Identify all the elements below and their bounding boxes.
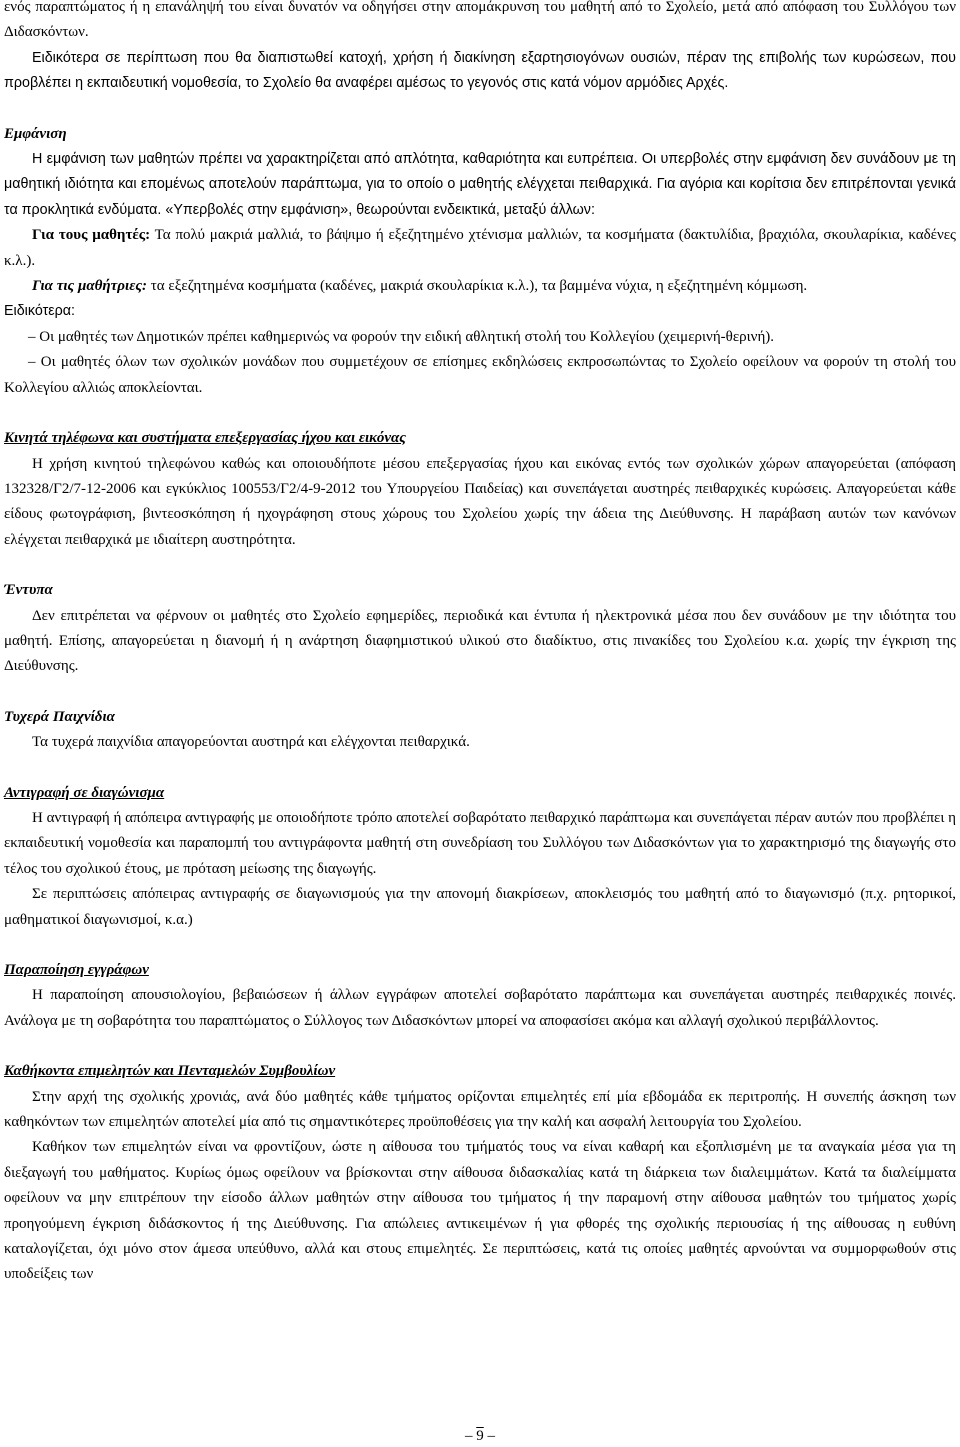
- forgery-paragraph: Η παραποίηση απουσιολογίου, βεβαιώσεων ή άλλων εγγράφων αποτελεί σοβαρότατο παράπτωμα και συνεπάγεται αυστηρές πειθαρχικές ποινές. Ανάλογα με τη σοβαρότητα του παραπτώματος ο Σύλλογος των Διδασκόντων μπορεί να αποφασίσει ακόμα και αλλαγή σχολικού περιβάλλοντος.: [4, 987, 956, 1029]
- intro-paragraph: Ειδικότερα σε περίπτωση που θα διαπιστωθεί κατοχή, χρήση ή διακίνηση εξαρτησιογόνων ουσιών, πέραν της επιβολής των κυρώσεων, που προβλέπει η εκπαιδευτική νομοθεσία, το Σχολείο θα αναφέρει αμέσως το γεγονός στις κατά νόμον αρμόδιες Αρχές.: [4, 49, 956, 92]
- cheating-heading: Αντιγραφή σε διαγώνισμα: [4, 784, 165, 801]
- boys-label: Για τους μαθητές:: [32, 227, 151, 244]
- intro-line: ενός παραπτώματος ή η επανάληψή του είναι δυνατόν να οδηγήσει στην απομάκρυνση του μαθητή από το Σχολείο, μετά από απόφαση του Συλλόγου των Διδασκόντων.: [4, 0, 956, 41]
- document-page: [4, 0, 956, 1288]
- duties-paragraph-1: Στην αρχή της σχολικής χρονιάς, ανά δύο μαθητές κάθε τμήματος ορίζονται επιμελητές επί μία εβδομάδα εκ περιτροπής. Η συνεπής άσκηση των καθηκόντων των επιμελητών αποτελεί μία από τις σημαντικότερες προϋποθέσεις για την καλή και ασφαλή λειτουργία του Σχολείου.: [4, 1088, 956, 1131]
- girls-rule: [4, 274, 956, 299]
- appearance-heading: Εμφάνιση: [4, 125, 67, 142]
- specific-label: Ειδικότερα:: [4, 303, 75, 320]
- duties-paragraph-2: Καθήκον των επιμελητών είναι να φροντίζουν, ώστε η αίθουσα του τμήματός τους να είναι καθαρή και εξοπλισμένη με τα αναγκαία μέσα για τη διεξαγωγή του μαθήματος. Κυρίως όμως οφείλουν να βρίσκονται στην αίθουσα διδασκαλίας κατά τη διάρκεια των διαλειμμάτων. Κατά τα διαλείμματα οφείλουν να μην επιτρέπουν την είσοδο άλλων μαθητών στην αίθουσα του τμήματος ή την παραμονή στην αίθουσα μαθητών του τμήματος χωρίς προηγούμενη έγκριση διδάσκοντος ή της Διεύθυνσης. Για απώλειες αντικειμένων ή για φθορές της σχολικής περιουσίας ή της αίθουσας η ευθύνη καταλογίζεται, όχι μόνο στον άμεσα υπεύθυνο, αλλά και στους επιμελητές. Σε περιπτώσεις, κατά τις οποίες μαθητές αρνούνται να συμμορφωθούν στις υποδείξεις των: [4, 1139, 956, 1283]
- boys-text: Τα πολύ μακριά μαλλιά, το βάψιμο ή εξεζητημένο χτένισμα μαλλιών, τα κοσμήματα (δακτυλίδια, βραχιόλα, σκουλαρίκια, καδένες κ.λ.).: [4, 227, 956, 269]
- girls-text: τα εξεζητημένα κοσμήματα (καδένες, μακριά σκουλαρίκια κ.λ.), τα βαμμένα νύχια, η εξεζητημένη κόμμωση.: [147, 278, 808, 295]
- uniform-bullet-2: – Οι μαθητές όλων των σχολικών μονάδων που συμμετέχουν σε επίσημες εκδηλώσεις εκπροσωπώντας το Σχολείο οφείλουν να φορούν τη στολή του Κολλεγίου αλλιώς αποκλείονται.: [4, 354, 956, 396]
- games-paragraph: Τα τυχερά παιχνίδια απαγορεύονται αυστηρά και ελέγχονται πειθαρχικά.: [32, 734, 470, 751]
- page-number: – 9 –: [465, 1428, 495, 1444]
- uniform-bullet-1: – Οι μαθητές των Δημοτικών πρέπει καθημερινώς να φορούν την ειδική αθλητική στολή του Κολλεγίου (χειμερινή-θερινή).: [28, 328, 775, 345]
- printed-paragraph: Δεν επιτρέπεται να φέρνουν οι μαθητές στο Σχολείο εφημερίδες, περιοδικά και έντυπα ή ηλεκτρονικά μέσα που δεν συνάδουν με την ιδιότητα του μαθητή. Επίσης, απαγορεύεται η διανομή ή η ανάρτηση διαφημιστικού υλικού στο διαδίκτυο, στις πινακίδες του Σχολείου κ.α. χωρίς την έγκριση της Διεύθυνσης.: [4, 607, 956, 675]
- duties-heading: Καθήκοντα επιμελητών και Πενταμελών Συμβουλίων: [4, 1063, 336, 1080]
- phones-heading: Κινητά τηλέφωνα και συστήματα επεξεργασίας ήχου και εικόνας: [4, 430, 406, 447]
- girls-label: Για τις μαθήτριες:: [32, 278, 148, 295]
- cheating-paragraph-2: Σε περιπτώσεις απόπειρας αντιγραφής σε διαγωνισμούς για την απονομή διακρίσεων, αποκλεισμός του μαθητή από το διαγωνισμό (π.χ. ρητορικοί, μαθηματικοί διαγωνισμοί, κ.α.): [4, 886, 956, 928]
- appearance-paragraph: Η εμφάνιση των μαθητών πρέπει να χαρακτηρίζεται από απλότητα, καθαριότητα και ευπρέπεια. Οι υπερβολές στην εμφάνιση δεν συνάδουν με τη μαθητική ιδιότητα και επομένως αποτελούν παράπτωμα, για το οποίο ο μαθητής ελέγχεται πειθαρχικά. Για αγόρια και κορίτσια δεν επιτρέπονται γενικά τα προκλητικά ενδύματα. «Υπερβολές στην εμφάνιση», θεωρούνται ενδεικτικά, μεταξύ άλλων:: [4, 151, 956, 218]
- forgery-heading: Παραποίηση εγγράφων: [4, 962, 149, 978]
- phones-paragraph: Η χρήση κινητού τηλεφώνου καθώς και οποιουδήποτε μέσου επεξεργασίας ήχου και εικόνας εντός των σχολικών χώρων απαγορεύεται (απόφαση 132328/Γ2/7-12-2006 και εγκύκλιος 100553/Γ2/4-9-2012 του Υπουργείου Παιδείας) και συνεπάγεται αυστηρές πειθαρχικές κυρώσεις. Απαγορεύεται κάθε είδους φωτογράφιση, βιντεοσκόπηση ή ηχογράφηση στους χώρους του Σχολείου χωρίς την άδεια της Διεύθυνσης. Η παράβαση αυτών των κανόνων ελέγχεται πειθαρχικά με ιδιαίτερη αυστηρότητα.: [4, 455, 956, 548]
- games-heading: Τυχερά Παιχνίδια: [4, 708, 115, 725]
- cheating-paragraph-1: Η αντιγραφή ή απόπειρα αντιγραφής με οποιοδήποτε τρόπο αποτελεί σοβαρότατο πειθαρχικό παράπτωμα και συνεπάγεται πέραν αυτών που προβλέπει η εκπαιδευτική νομοθεσία και παραπομπή του αντιγράφοντα μαθητή στη συνεδρίαση του Συλλόγου των Διδασκόντων για το χαρακτηρισμό της διαγωγής στο τέλος του σχολικού έτους, με πρόταση μείωσης της διαγωγής.: [4, 809, 956, 877]
- boys-rule: [4, 223, 956, 274]
- printed-heading: Έντυπα: [4, 582, 53, 599]
